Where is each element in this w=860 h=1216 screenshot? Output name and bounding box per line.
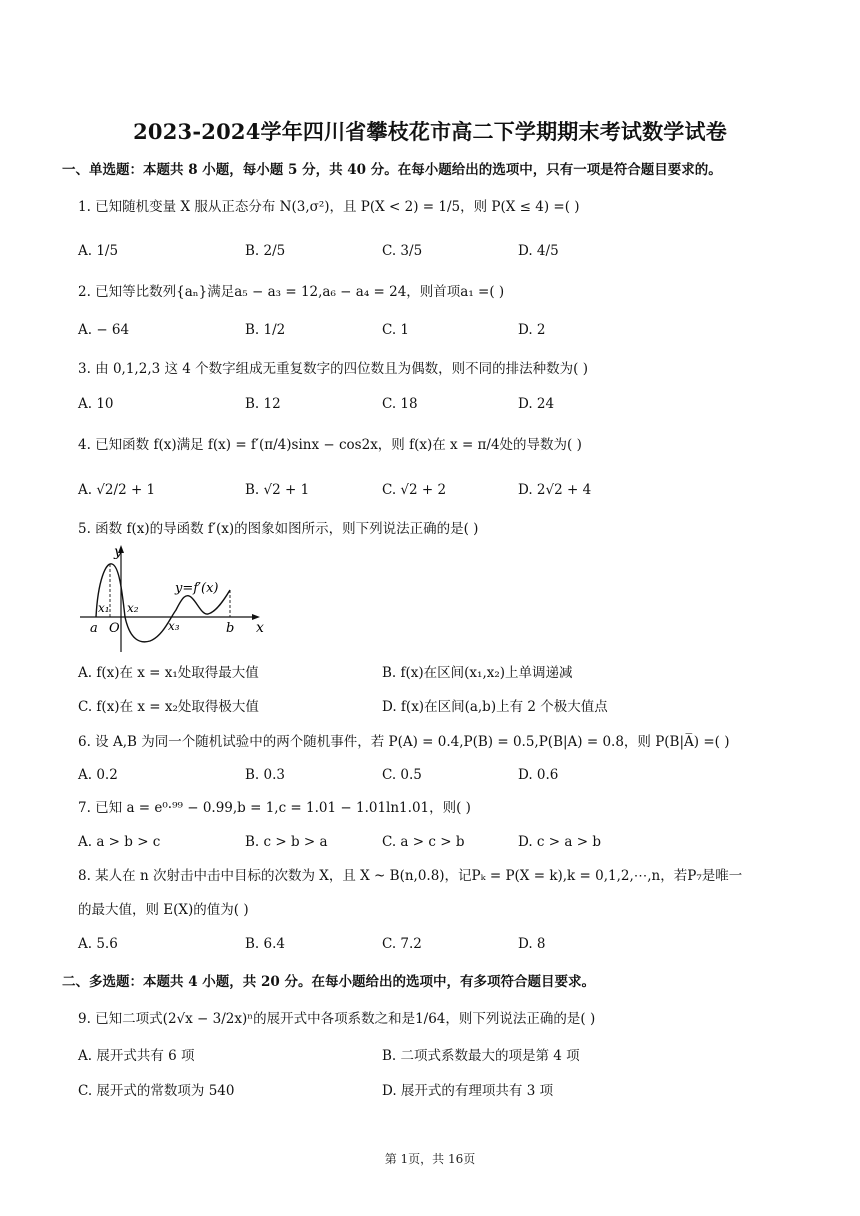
section-heading-single-choice: 一、单选题：本题共 8 小题，每小题 5 分，共 40 分。在每小题给出的选项中，只有一项是符合题目要求的。 [62, 162, 722, 178]
q1-option-d: D. 4/5 [518, 243, 559, 259]
question-4: 4. 已知函数 f(x)满足 f(x) = f′(π/4)sinx − cos2x，则 f(x)在 x = π/4处的导数为( ) [78, 437, 582, 453]
q9-option-a: A. 展开式共有 6 项 [78, 1048, 195, 1064]
q2-option-d: D. 2 [518, 322, 546, 338]
q7-option-c: C. a > c > b [382, 834, 465, 850]
q5-option-c: C. f(x)在 x = x₂处取得极大值 [78, 699, 259, 715]
q6-option-a: A. 0.2 [78, 767, 118, 783]
q4-option-c: C. √2 + 2 [382, 482, 447, 498]
page-footer: 第 1页，共 16页 [384, 1152, 476, 1166]
page-title: 2023-2024学年四川省攀枝花市高二下学期期末考试数学试卷 [133, 119, 727, 144]
q6-option-d: D. 0.6 [518, 767, 559, 783]
q9-option-b: B. 二项式系数最大的项是第 4 项 [382, 1048, 580, 1064]
section-heading-multiple-choice: 二、多选题：本题共 4 小题，共 20 分。在每小题给出的选项中，有多项符合题目要求。 [62, 974, 595, 990]
q2-option-b: B. 1/2 [245, 322, 286, 338]
q9-option-d: D. 展开式的有理项共有 3 项 [382, 1083, 554, 1099]
x1-label: x₁ [98, 601, 110, 615]
q8-option-a: A. 5.6 [78, 936, 118, 952]
q6-option-b: B. 0.3 [245, 767, 285, 783]
q7-option-a: A. a > b > c [78, 834, 161, 850]
question-6: 6. 设 A,B 为同一个随机试验中的两个随机事件，若 P(A) = 0.4,P(B) = 0.5,P(B|A) = 0.8，则 P(B|A̅) =( ) [78, 734, 730, 750]
origin-label: O [109, 621, 120, 636]
q3-option-a: A. 10 [78, 396, 114, 412]
q4-option-b: B. √2 + 1 [245, 482, 310, 498]
q8-option-c: C. 7.2 [382, 936, 422, 952]
function-label: y=f′(x) [175, 581, 219, 596]
q5-option-b: B. f(x)在区间(x₁,x₂)上单调递减 [382, 665, 573, 681]
q6-option-c: C. 0.5 [382, 767, 422, 783]
q5-option-d: D. f(x)在区间(a,b)上有 2 个极大值点 [382, 699, 608, 715]
a-label: a [90, 621, 98, 636]
q1-option-b: B. 2/5 [245, 243, 286, 259]
q9-option-c: C. 展开式的常数项为 540 [78, 1083, 235, 1099]
b-label: b [226, 621, 235, 636]
q2-option-a: A. − 64 [78, 322, 130, 338]
question-7: 7. 已知 a = e⁰·⁹⁹ − 0.99,b = 1,c = 1.01 − 1.01ln1.01，则( ) [78, 800, 471, 816]
q4-option-d: D. 2√2 + 4 [518, 482, 592, 498]
y-axis-label: y [114, 544, 122, 560]
q8-option-b: B. 6.4 [245, 936, 285, 952]
q7-option-b: B. c > b > a [245, 834, 328, 850]
q2-option-c: C. 1 [382, 322, 410, 338]
q1-option-c: C. 3/5 [382, 243, 423, 259]
question-5: 5. 函数 f(x)的导函数 f′(x)的图象如图所示，则下列说法正确的是( ) [78, 521, 479, 537]
q3-option-d: D. 24 [518, 396, 555, 412]
question-2: 2. 已知等比数列{aₙ}满足a₅ − a₃ = 12,a₆ − a₄ = 24，则首项a₁ =( ) [78, 284, 505, 300]
x-axis-label: x [256, 620, 264, 636]
q3-option-b: B. 12 [245, 396, 281, 412]
x2-label: x₂ [127, 601, 139, 615]
q3-option-c: C. 18 [382, 396, 418, 412]
q1-option-a: A. 1/5 [78, 243, 119, 259]
question-3: 3. 由 0,1,2,3 这 4 个数字组成无重复数字的四位数且为偶数，则不同的排法种数为( ) [78, 361, 588, 377]
q5-option-a: A. f(x)在 x = x₁处取得最大值 [78, 665, 259, 681]
q8-option-d: D. 8 [518, 936, 546, 952]
question-9: 9. 已知二项式(2√x − 3/2x)ⁿ的展开式中各项系数之和是1/64，则下列说法正确的是( ) [78, 1011, 596, 1027]
x3-label: x₃ [168, 619, 180, 633]
question-8-continued: 的最大值，则 E(X)的值为( ) [78, 902, 249, 918]
question-8: 8. 某人在 n 次射击中击中目标的次数为 X，且 X ~ B(n,0.8)，记Pₖ = P(X = k),k = 0,1,2,⋯,n，若P₇是唯一 [78, 868, 743, 884]
derivative-graph [78, 540, 268, 655]
question-1: 1. 已知随机变量 X 服从正态分布 N(3,σ²)，且 P(X < 2) = 1/5，则 P(X ≤ 4) =( ) [78, 199, 580, 215]
q4-option-a: A. √2/2 + 1 [78, 482, 156, 498]
q7-option-d: D. c > a > b [518, 834, 601, 850]
